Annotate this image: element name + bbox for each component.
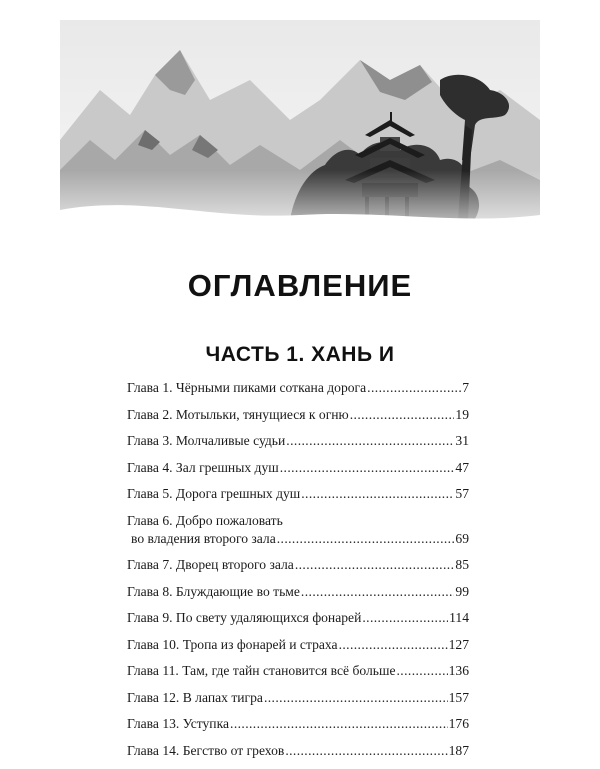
toc-entry-title: Глава 14. Бегство от грехов [127, 742, 285, 758]
toc-leader-dots [264, 690, 448, 706]
toc-leader-dots [285, 743, 447, 759]
toc-entry-page: 99 [455, 583, 469, 599]
toc-entry-page: 136 [448, 663, 469, 678]
page-title: ОГЛАВЛЕНИЕ [187, 268, 413, 303]
toc-entry[interactable] [127, 513, 469, 547]
toc-entry[interactable] [127, 637, 469, 653]
toc-entry[interactable] [127, 690, 469, 706]
toc-leader-dots [286, 433, 454, 449]
toc-entry-title: Глава 4. Зал грешных душ [127, 459, 279, 475]
toc-entry-title: Глава 2. Мотыльки, тянущиеся к огню [127, 406, 349, 422]
toc-entry[interactable] [127, 433, 469, 449]
toc-entry-page: 7 [462, 380, 469, 395]
table-of-contents [127, 380, 469, 769]
toc-entry[interactable] [127, 380, 469, 396]
toc-leader-dots [367, 380, 461, 396]
toc-entry-title: Глава 5. Дорога грешных душ [127, 486, 301, 501]
toc-entry-page: 85 [455, 557, 469, 572]
toc-entry-title-line1: Глава 6. Добро пожаловать [127, 512, 283, 528]
toc-leader-dots [230, 716, 448, 732]
toc-entry-page: 47 [455, 459, 469, 475]
toc-entry[interactable] [127, 486, 469, 502]
toc-leader-dots [301, 584, 454, 600]
toc-entry[interactable] [127, 460, 469, 476]
toc-entry[interactable] [127, 407, 469, 423]
toc-entry-page: 157 [448, 689, 469, 705]
toc-entry-title: Глава 9. По свету удаляющихся фонарей [127, 610, 362, 625]
toc-entry-page: 19 [455, 406, 469, 422]
toc-leader-dots [339, 637, 448, 653]
toc-entry-title: Глава 7. Дворец второго зала [127, 557, 294, 572]
toc-entry-page: 187 [448, 742, 469, 758]
toc-entry[interactable] [127, 584, 469, 600]
toc-entry-title: Глава 1. Чёрными пиками соткана дорога [127, 380, 367, 395]
toc-entry[interactable] [127, 743, 469, 759]
toc-entry-page: 31 [455, 433, 469, 448]
toc-entry-title: Глава 12. В лапах тигра [127, 689, 263, 705]
toc-entry-page: 57 [455, 486, 469, 501]
toc-leader-dots [362, 610, 448, 626]
toc-leader-dots [350, 407, 455, 423]
toc-entry-title: Глава 8. Блуждающие во тьме [127, 583, 300, 599]
toc-entry[interactable] [127, 610, 469, 626]
toc-entry-title: Глава 10. Тропа из фонарей и страха [127, 636, 338, 652]
part-title: ЧАСТЬ 1. ХАНЬ И [205, 343, 395, 366]
toc-entry-page: 114 [449, 610, 469, 625]
mountain-pagoda-illustration [60, 20, 540, 250]
toc-entry[interactable] [127, 716, 469, 732]
toc-leader-dots [295, 557, 455, 573]
toc-leader-dots [280, 460, 455, 476]
toc-leader-dots [301, 486, 454, 502]
toc-entry-title: Глава 3. Молчаливые судьи [127, 433, 286, 448]
toc-leader-dots [277, 531, 455, 547]
toc-entry-page: 127 [448, 636, 469, 652]
toc-entry-title: Глава 11. Там, где тайн становится всё больше [127, 663, 396, 678]
toc-entry-title: во владения второго зала [131, 530, 276, 546]
toc-entry[interactable] [127, 663, 469, 679]
toc-entry-page: 176 [448, 716, 469, 731]
toc-entry-page: 69 [455, 530, 469, 546]
toc-leader-dots [397, 663, 448, 679]
toc-entry-title: Глава 13. Уступка [127, 716, 230, 731]
toc-entry[interactable] [127, 557, 469, 573]
